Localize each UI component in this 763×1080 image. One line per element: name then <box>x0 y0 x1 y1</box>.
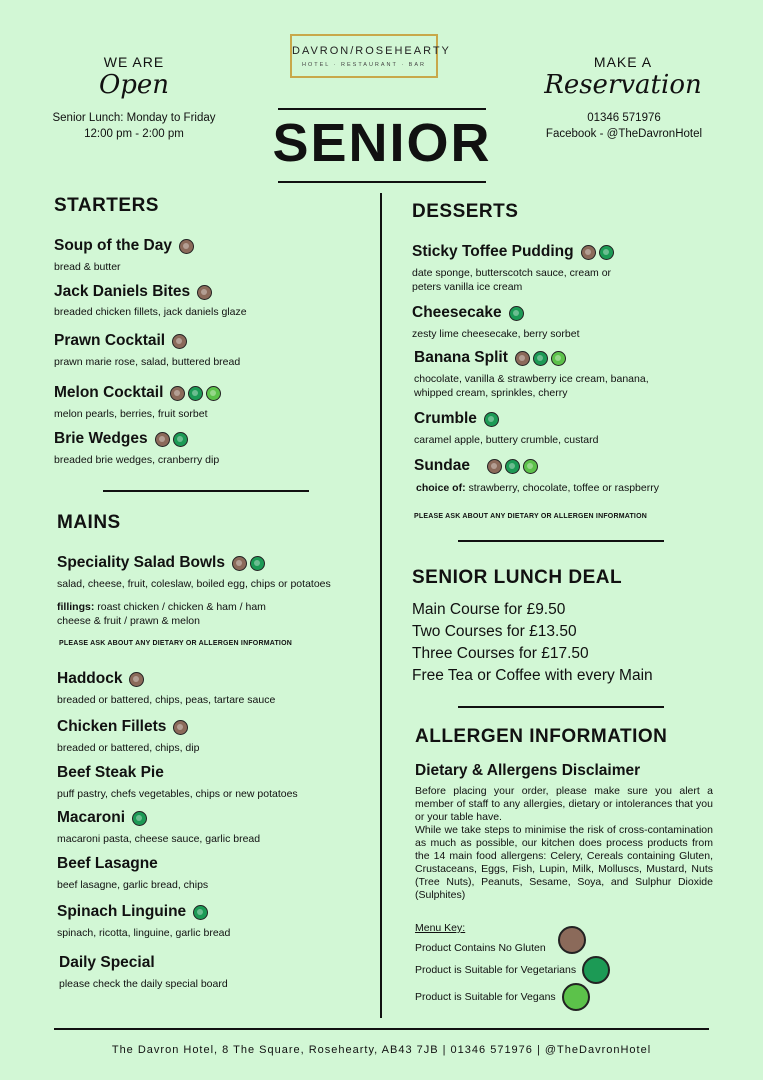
hours-time: 12:00 pm - 2:00 pm <box>84 128 184 140</box>
desc-label: choice of: <box>416 482 466 494</box>
item-desc <box>416 481 659 495</box>
item-name: Sticky Toffee Pudding <box>412 243 574 260</box>
item-name: Sundae <box>414 457 470 474</box>
disclaimer-p1: Before placing your order, please make sure you alert a member of staff to any allergies, dietary or intolerances that you or your table have. <box>415 785 713 823</box>
item-name: Prawn Cocktail <box>54 332 166 349</box>
main-chicken-fillets <box>57 718 188 736</box>
item-desc <box>412 266 611 294</box>
salad-fillings <box>57 600 266 628</box>
deal-lines <box>412 599 653 687</box>
open-script: Open <box>98 70 170 100</box>
key-label: Product Contains No Gluten <box>415 942 546 954</box>
footer-rule <box>54 1028 709 1030</box>
main-macaroni <box>57 809 147 827</box>
item-desc: beef lasagne, garlic bread, chips <box>57 879 209 891</box>
vegetarian-icon <box>484 412 499 427</box>
vegetarian-icon <box>193 905 208 920</box>
dessert-cheesecake <box>412 304 524 322</box>
item-desc: puff pastry, chefs vegetables, chips or new potatoes <box>57 788 298 800</box>
footer-address: The Davron Hotel, 8 The Square, Rosehearty, AB43 7JB | 01346 571976 | @TheDavronHotel <box>111 1044 652 1056</box>
fillings-line-2: cheese & fruit / prawn & melon <box>57 615 200 627</box>
key-label: Product is Suitable for Vegans <box>415 991 556 1003</box>
gluten-free-icon <box>129 672 144 687</box>
gluten-free-icon <box>170 386 185 401</box>
desc-line-1: chocolate, vanilla & strawberry ice cream, banana, <box>414 373 649 385</box>
main-spinach-linguine <box>57 903 208 921</box>
item-name: Jack Daniels Bites <box>54 283 191 300</box>
gluten-free-icon <box>581 245 596 260</box>
item-name: Soup of the Day <box>54 237 172 254</box>
main-haddock <box>57 670 144 688</box>
item-name: Haddock <box>57 670 123 687</box>
item-desc: caramel apple, buttery crumble, custard <box>414 434 599 446</box>
starters-title: STARTERS <box>54 195 159 216</box>
vegetarian-icon <box>533 351 548 366</box>
deal-line: Free Tea or Coffee with every Main <box>412 667 653 684</box>
starter-prawn-cocktail <box>54 332 187 350</box>
deal-divider <box>458 706 664 708</box>
open-label: WE ARE <box>103 54 165 70</box>
item-desc: salad, cheese, fruit, coleslaw, boiled egg, chips or potatoes <box>57 578 331 590</box>
item-name: Cheesecake <box>412 304 502 321</box>
title-rule-bottom <box>278 181 486 183</box>
starter-soup <box>54 237 194 255</box>
gluten-free-icon <box>179 239 194 254</box>
gluten-free-icon <box>155 432 170 447</box>
vegetarian-icon <box>505 459 520 474</box>
vegetarian-icon <box>509 306 524 321</box>
item-desc: please check the daily special board <box>59 978 228 990</box>
title-rule-top <box>278 108 486 110</box>
vegetarian-icon <box>250 556 265 571</box>
gluten-free-icon <box>197 285 212 300</box>
vegan-icon <box>206 386 221 401</box>
logo-name: DAVRON/ROSEHEARTY <box>292 45 451 57</box>
item-desc: breaded brie wedges, cranberry dip <box>54 454 220 466</box>
desc-line-2: peters vanilla ice cream <box>412 281 523 293</box>
item-desc: prawn marie rose, salad, buttered bread <box>54 356 241 368</box>
vegetarian-icon <box>599 245 614 260</box>
vegan-icon <box>562 983 590 1011</box>
desserts-divider <box>458 540 664 542</box>
dessert-crumble <box>414 410 499 428</box>
hours-days: Senior Lunch: Monday to Friday <box>52 112 216 124</box>
key-vegetarian <box>415 956 610 984</box>
gluten-free-icon <box>173 720 188 735</box>
hotel-logo <box>290 34 451 78</box>
item-desc: zesty lime cheesecake, berry sorbet <box>412 328 580 340</box>
desc-line-2: whipped cream, sprinkles, cherry <box>414 387 568 399</box>
key-gluten-free <box>415 926 586 954</box>
desc-line-1: strawberry, chocolate, toffee or raspberry <box>465 482 659 494</box>
item-name: Speciality Salad Bowls <box>57 554 225 571</box>
deal-line: Main Course for £9.50 <box>412 601 566 618</box>
gluten-free-icon <box>515 351 530 366</box>
vegetarian-icon <box>188 386 203 401</box>
main-beef-lasagne <box>57 855 162 873</box>
contact-facebook: Facebook - @TheDavronHotel <box>545 128 703 140</box>
allergen-title: ALLERGEN INFORMATION <box>415 726 668 747</box>
contact-info <box>524 110 724 142</box>
deal-line: Three Courses for £17.50 <box>412 645 589 662</box>
item-name: Melon Cocktail <box>54 384 164 401</box>
deal-title: SENIOR LUNCH DEAL <box>412 567 623 588</box>
menu-key-title: Menu Key: <box>415 922 466 934</box>
reservation-label: MAKE A <box>593 54 653 70</box>
reservation-script: Reservation <box>544 70 702 100</box>
item-desc: bread & butter <box>54 261 121 273</box>
mains-title: MAINS <box>57 512 121 533</box>
starter-brie-wedges <box>54 430 188 448</box>
main-daily-special <box>59 954 159 972</box>
gluten-free-icon <box>487 459 502 474</box>
fillings-line-1: roast chicken / chicken & ham / ham <box>94 601 266 613</box>
starters-divider <box>103 490 309 492</box>
item-desc: breaded chicken fillets, jack daniels glaze <box>54 306 247 318</box>
item-name: Banana Split <box>414 349 508 366</box>
fillings-label: fillings: <box>57 601 95 613</box>
item-name: Brie Wedges <box>54 430 148 447</box>
starter-melon-cocktail <box>54 384 221 402</box>
page-title: SENIOR <box>272 113 492 173</box>
item-name: Chicken Fillets <box>57 718 167 735</box>
vegan-icon <box>523 459 538 474</box>
disclaimer-text <box>415 785 713 902</box>
disclaimer-title: Dietary & Allergens Disclaimer <box>415 762 641 779</box>
item-desc: spinach, ricotta, linguine, garlic bread <box>57 927 231 939</box>
starter-jack-daniels <box>54 283 212 301</box>
vegetarian-icon <box>582 956 610 984</box>
gluten-free-icon <box>172 334 187 349</box>
mains-allergen-note: PLEASE ASK ABOUT ANY DIETARY OR ALLERGEN INFORMATION <box>59 640 292 647</box>
vegan-icon <box>551 351 566 366</box>
desc-line-1: date sponge, butterscotch sauce, cream or <box>412 267 612 279</box>
deal-line: Two Courses for £13.50 <box>412 623 577 640</box>
logo-sub: HOTEL · RESTAURANT · BAR <box>302 62 426 68</box>
item-desc: melon pearls, berries, fruit sorbet <box>54 408 208 420</box>
desserts-allergen-note: PLEASE ASK ABOUT ANY DIETARY OR ALLERGEN INFORMATION <box>414 513 647 520</box>
item-name: Daily Special <box>59 954 155 971</box>
gluten-free-icon <box>558 926 586 954</box>
dessert-banana-split <box>414 349 566 367</box>
item-name: Spinach Linguine <box>57 903 187 920</box>
vegetarian-icon <box>173 432 188 447</box>
hours-info <box>34 110 234 142</box>
contact-phone: 01346 571976 <box>587 112 661 124</box>
item-desc: macaroni pasta, cheese sauce, garlic bread <box>57 833 261 845</box>
dessert-sundae <box>414 457 538 475</box>
item-name: Beef Lasagne <box>57 855 158 872</box>
item-name: Crumble <box>414 410 477 427</box>
column-divider <box>380 193 382 1018</box>
vegetarian-icon <box>132 811 147 826</box>
item-name: Macaroni <box>57 809 126 826</box>
item-name: Beef Steak Pie <box>57 764 164 781</box>
disclaimer-p2: While we take steps to minimise the risk of cross-contamination as much as possible, our kitchen does process products from the 14 main food allergens: Celery, Cereals containing Gluten, Crustaceans, Eggs, Fish, Lupin, Milk, Molluscs, Mustard, Nuts (Tree Nuts), Peanuts, Sesame, Soya, and Sulphur Dioxide (Sulphites) <box>415 824 713 901</box>
main-salad-bowls <box>57 554 265 572</box>
key-label: Product is Suitable for Vegetarians <box>415 964 577 976</box>
item-desc <box>414 372 649 400</box>
gluten-free-icon <box>232 556 247 571</box>
item-desc: breaded or battered, chips, dip <box>57 742 200 754</box>
desserts-title: DESSERTS <box>412 201 519 222</box>
key-vegan <box>415 983 590 1011</box>
dessert-sticky-toffee <box>412 243 614 261</box>
main-beef-steak-pie <box>57 764 168 782</box>
item-desc: breaded or battered, chips, peas, tartare sauce <box>57 694 276 706</box>
